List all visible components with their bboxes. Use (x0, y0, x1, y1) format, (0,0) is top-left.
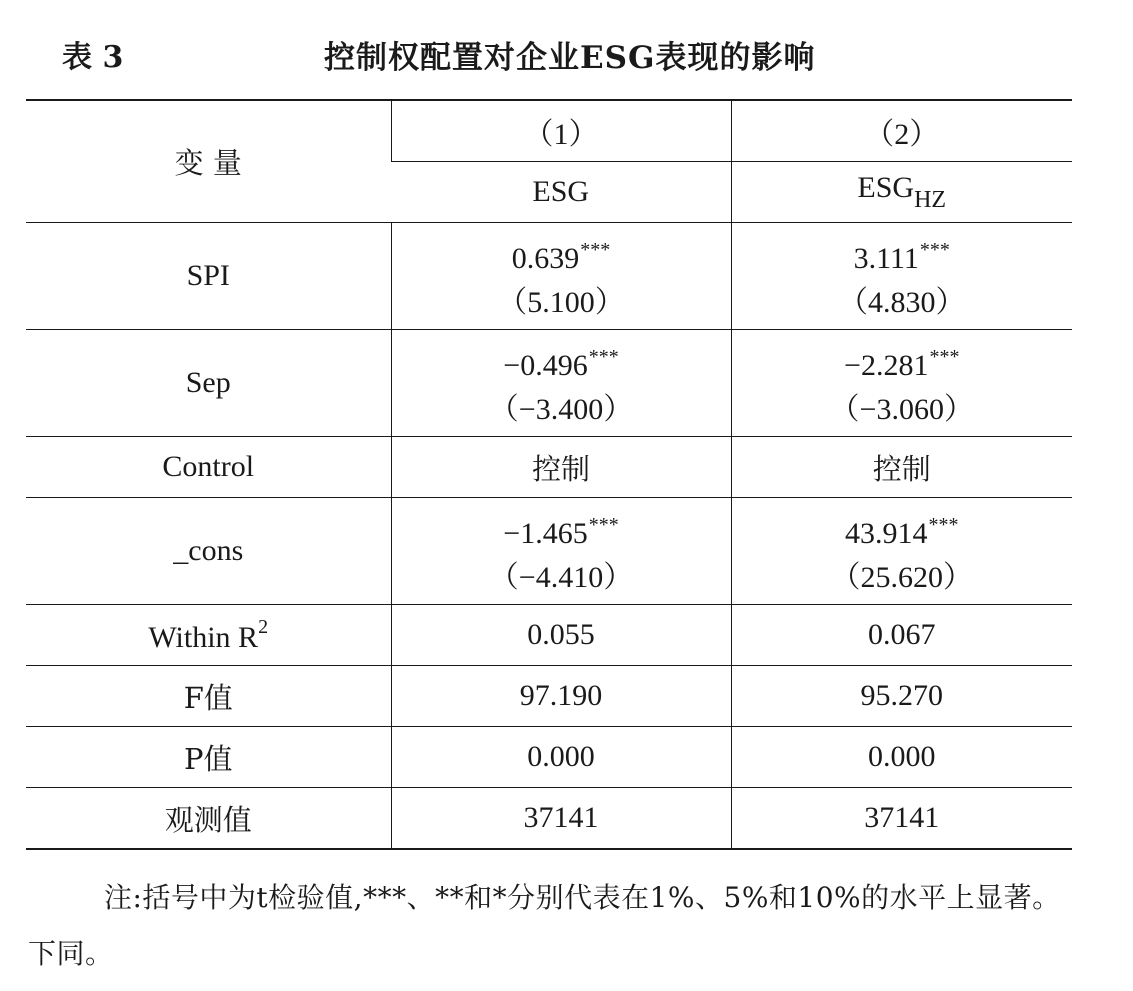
col2-dependent-var-subscript: HZ (914, 186, 947, 213)
table-row (26, 330, 1072, 437)
cell-f-col2: 95.270 (731, 666, 1072, 727)
col2-dependent-var (731, 162, 1072, 223)
coef-value: −1.465 (503, 516, 588, 550)
coef-value: 43.914 (845, 516, 928, 550)
coef-value: −2.281 (844, 348, 929, 382)
cell-n-col2: 37141 (731, 788, 1072, 850)
significance-stars: *** (928, 513, 959, 536)
cell-p-col1: 0.000 (391, 727, 731, 788)
table-number: 表 3 (62, 40, 124, 75)
table-row (26, 605, 1072, 666)
row-label-cons: _cons (26, 498, 391, 605)
row-label-spi: SPI (26, 223, 391, 330)
t-value: （−3.060） (829, 392, 974, 426)
col1-model-number: （1） (391, 100, 731, 162)
cell-r2-col1: 0.055 (391, 605, 731, 666)
coef-value: 3.111 (853, 241, 919, 275)
table-row (26, 223, 1072, 330)
cell-f-col1: 97.190 (391, 666, 731, 727)
cell-cons-col1 (391, 498, 731, 605)
table-row (26, 498, 1072, 605)
significance-stars: *** (588, 513, 619, 536)
cell-p-col2: 0.000 (731, 727, 1072, 788)
cell-n-col1: 37141 (391, 788, 731, 850)
header-row-model-numbers (26, 100, 1072, 162)
row-label-control: Control (26, 437, 391, 498)
significance-stars: *** (588, 345, 619, 368)
cell-cons-col2 (731, 498, 1072, 605)
significance-stars: *** (929, 345, 960, 368)
cell-sep-col1 (391, 330, 731, 437)
table-note: 注:括号中为t检验值,***、**和*分别代表在1%、5%和10%的水平上显著。下同。 (28, 881, 1061, 970)
row-label-p-value: P值 (26, 727, 391, 788)
table-row (26, 666, 1072, 727)
table-caption (62, 28, 1072, 84)
t-value: （−4.410） (488, 560, 634, 594)
coef-value: −0.496 (503, 348, 588, 382)
t-value: （−3.400） (488, 392, 634, 426)
t-value: （4.830） (838, 285, 966, 319)
table-row (26, 788, 1072, 850)
significance-stars: *** (919, 238, 950, 261)
cell-spi-col1 (391, 223, 731, 330)
col2-dependent-var-base: ESG (857, 170, 915, 204)
cell-sep-col2 (731, 330, 1072, 437)
t-value: （5.100） (497, 285, 625, 319)
table-row (26, 437, 1072, 498)
t-value: （25.620） (830, 560, 973, 594)
significance-stars: *** (580, 238, 611, 261)
variable-header: 变 量 (26, 100, 391, 223)
superscript-2: 2 (258, 615, 269, 638)
cell-control-col2: 控制 (731, 437, 1072, 498)
col2-model-number: （2） (731, 100, 1072, 162)
col1-dependent-var: ESG (391, 162, 731, 223)
cell-spi-col2 (731, 223, 1072, 330)
table-title: 控制权配置对企业ESG表现的影响 (324, 40, 816, 76)
within-r-text: Within R (148, 620, 259, 654)
row-label-within-r2 (26, 605, 391, 666)
table-row (26, 727, 1072, 788)
regression-table (26, 99, 1072, 850)
cell-control-col1: 控制 (391, 437, 731, 498)
row-label-f-value: F值 (26, 666, 391, 727)
row-label-observations: 观测值 (26, 788, 391, 850)
cell-r2-col2: 0.067 (731, 605, 1072, 666)
coef-value: 0.639 (511, 241, 580, 275)
row-label-sep: Sep (26, 330, 391, 437)
